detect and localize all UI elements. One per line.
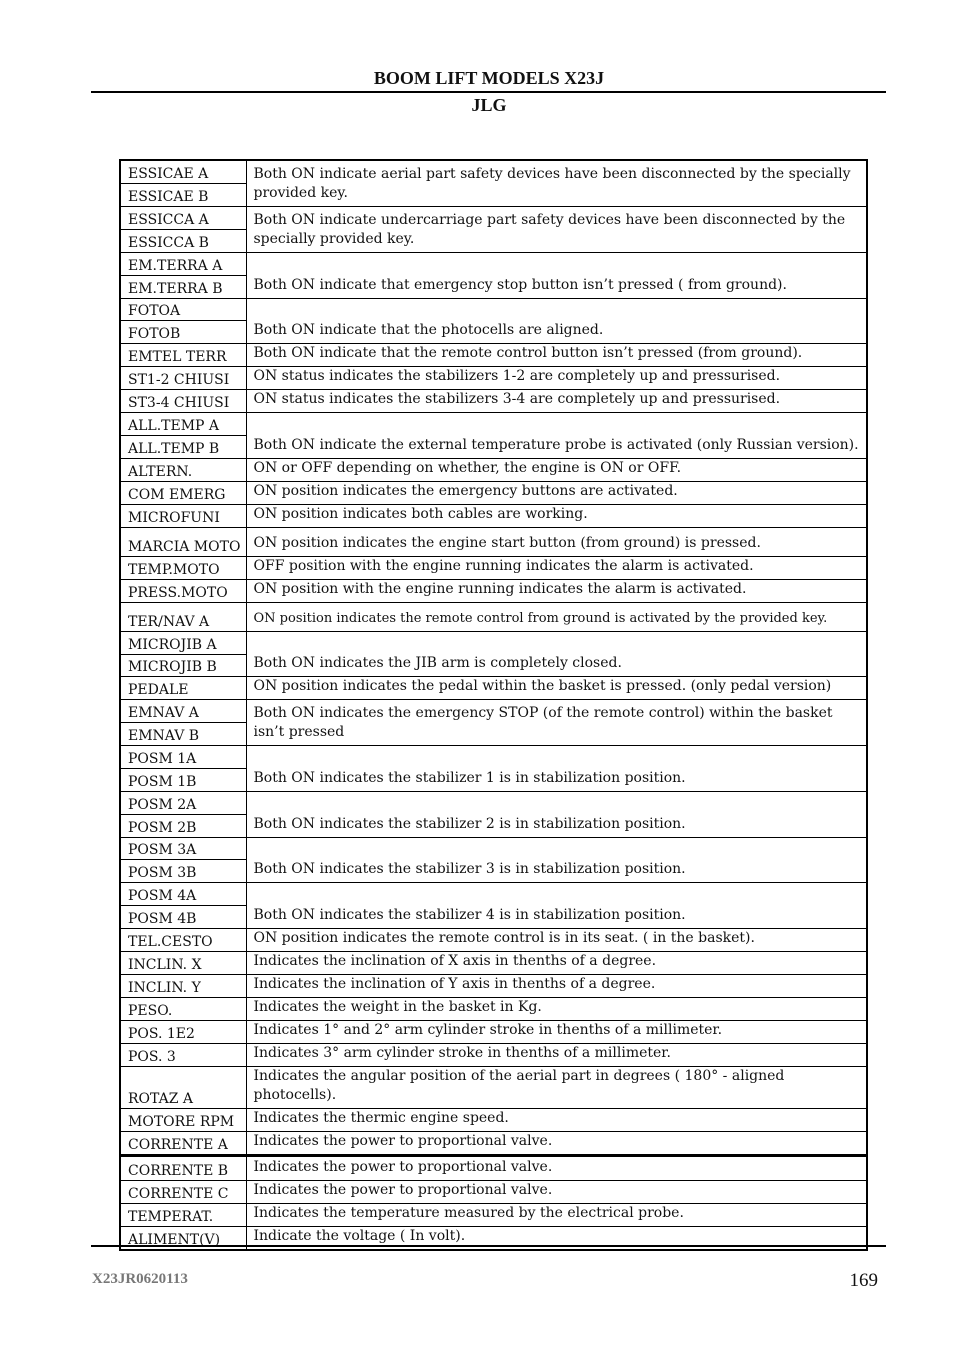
signal-description-cell: ON position with the engine running indicates the alarm is activated.	[246, 579, 867, 602]
table-row	[120, 160, 867, 183]
signal-name-cell: TEMP.MOTO	[120, 556, 246, 579]
table-row	[120, 343, 867, 366]
signal-description-cell: Indicates the inclination of X axis in thenths of a degree.	[246, 951, 867, 974]
document-subtitle: JLG	[471, 95, 507, 115]
signal-name-cell: ESSICAE B	[120, 183, 246, 206]
table-row	[120, 974, 867, 997]
signal-name-cell: PRESS.MOTO	[120, 579, 246, 602]
table-row	[120, 252, 867, 275]
signal-description-cell: Both ON indicates the stabilizer 1 is in stabilization position.	[246, 745, 867, 791]
table-row	[120, 699, 867, 722]
signal-description-cell: Both ON indicates the emergency STOP (of the remote control) within the basket isn’t pressed	[246, 699, 867, 745]
table-row	[120, 458, 867, 481]
table-row	[120, 481, 867, 504]
signal-name-cell: POSM 2B	[120, 814, 246, 837]
signal-name-cell: INCLIN. Y	[120, 974, 246, 997]
table-row	[120, 928, 867, 951]
signal-name-cell: INCLIN. X	[120, 951, 246, 974]
signal-description-cell: Both ON indicate the external temperature probe is activated (only Russian version).	[246, 412, 867, 458]
table-row	[120, 1155, 867, 1180]
signal-name-cell: EMNAV A	[120, 699, 246, 722]
signal-name-cell: ALL.TEMP A	[120, 412, 246, 435]
signal-name-cell: POSM 3B	[120, 859, 246, 882]
signal-description-cell: Both ON indicates the stabilizer 4 is in stabilization position.	[246, 882, 867, 928]
table-row	[120, 389, 867, 412]
signal-description-cell: ON position indicates the remote control is in its seat. ( in the basket).	[246, 928, 867, 951]
table-row	[120, 997, 867, 1020]
table-row	[120, 631, 867, 654]
signal-name-cell: ESSICAE A	[120, 160, 246, 183]
signal-name-cell: ALTERN.	[120, 458, 246, 481]
signal-name-cell: PEDALE	[120, 676, 246, 699]
signal-description-cell: Both ON indicate aerial part safety devices have been disconnected by the specially provided key.	[246, 160, 867, 206]
table-row	[120, 1066, 867, 1108]
signal-name-cell: POSM 3A	[120, 837, 246, 859]
signal-name-cell: POSM 4B	[120, 905, 246, 928]
table-row	[120, 1180, 867, 1203]
signal-description-cell: Both ON indicate that emergency stop button isn’t pressed ( from ground).	[246, 252, 867, 298]
table-row	[120, 1043, 867, 1066]
signal-description-cell: ON position indicates the emergency buttons are activated.	[246, 481, 867, 504]
page-number: 169	[849, 1270, 878, 1291]
document-code: X23JR0620113	[92, 1271, 188, 1287]
table-row	[120, 676, 867, 699]
table-row	[120, 1203, 867, 1226]
signal-name-cell: MICROFUNI	[120, 504, 246, 527]
signal-name-cell: POSM 1A	[120, 745, 246, 768]
signal-description-cell: ON position indicates the engine start button (from ground) is pressed.	[246, 527, 867, 556]
signal-description-cell: Indicates the weight in the basket in Kg.	[246, 997, 867, 1020]
signal-description-cell: Indicates the inclination of Y axis in thenths of a degree.	[246, 974, 867, 997]
signal-name-cell: FOTOA	[120, 298, 246, 320]
document-title: BOOM LIFT MODELS X23J	[373, 68, 605, 88]
signal-description-cell: Indicates the power to proportional valve.	[246, 1155, 867, 1180]
table-row	[120, 1108, 867, 1131]
signal-description-cell: Both ON indicates the stabilizer 2 is in stabilization position.	[246, 791, 867, 837]
signal-name-cell: CORRENTE C	[120, 1180, 246, 1203]
signal-description-cell: ON status indicates the stabilizers 1-2 are completely up and pressurised.	[246, 366, 867, 389]
signal-name-cell: EM.TERRA A	[120, 252, 246, 275]
signal-name-cell: ST3-4 CHIUSI	[120, 389, 246, 412]
signal-name-cell: ESSICCA B	[120, 229, 246, 252]
table-row	[120, 366, 867, 389]
signal-name-cell: POSM 1B	[120, 768, 246, 791]
signal-description-cell: Indicates 3° arm cylinder stroke in thenths of a millimeter.	[246, 1043, 867, 1066]
signal-description-cell: Indicates the thermic engine speed.	[246, 1108, 867, 1131]
header-divider	[91, 91, 886, 93]
signal-name-cell: TEMPERAT.	[120, 1203, 246, 1226]
signal-name-cell: EMNAV B	[120, 722, 246, 745]
signal-name-cell: ALIMENT(V)	[120, 1226, 246, 1250]
signal-description-cell: Both ON indicates the JIB arm is completely closed.	[246, 631, 867, 676]
signal-name-cell: EMTEL TERR	[120, 343, 246, 366]
table-row	[120, 556, 867, 579]
signal-name-cell: ALL.TEMP B	[120, 435, 246, 458]
signal-name-cell: FOTOB	[120, 320, 246, 343]
signal-name-cell: POSM 4A	[120, 882, 246, 905]
signal-name-cell: CORRENTE B	[120, 1155, 246, 1180]
signal-description-cell: Both ON indicate that the remote control button isn’t pressed (from ground).	[246, 343, 867, 366]
signal-description-table	[119, 159, 868, 1251]
signal-name-cell: ROTAZ A	[120, 1066, 246, 1108]
signal-name-cell: MARCIA MOTO	[120, 527, 246, 556]
signal-description-cell: Indicates the power to proportional valve.	[246, 1131, 867, 1155]
table-row	[120, 298, 867, 320]
signal-description-cell: ON position indicates the remote control from ground is activated by the provided key.	[246, 602, 867, 631]
signal-description-cell: ON position indicates the pedal within the basket is pressed. (only pedal version)	[246, 676, 867, 699]
signal-description-cell: ON position indicates both cables are working.	[246, 504, 867, 527]
signal-description-cell: Both ON indicates the stabilizer 3 is in stabilization position.	[246, 837, 867, 882]
table-row	[120, 602, 867, 631]
table-row	[120, 951, 867, 974]
signal-name-cell: TEL.CESTO	[120, 928, 246, 951]
table-row	[120, 745, 867, 768]
signal-description-cell: Indicates the angular position of the aerial part in degrees ( 180° - aligned photocells).	[246, 1066, 867, 1108]
signal-description-cell: Both ON indicate that the photocells are aligned.	[246, 298, 867, 343]
signal-name-cell: EM.TERRA B	[120, 275, 246, 298]
signal-name-cell: POS. 3	[120, 1043, 246, 1066]
table-row	[120, 206, 867, 229]
signal-name-cell: ESSICCA A	[120, 206, 246, 229]
table-row	[120, 504, 867, 527]
table-row	[120, 579, 867, 602]
signal-description-cell: ON status indicates the stabilizers 3-4 are completely up and pressurised.	[246, 389, 867, 412]
signal-name-cell: CORRENTE A	[120, 1131, 246, 1155]
signal-name-cell: POS. 1E2	[120, 1020, 246, 1043]
signal-description-cell: Both ON indicate undercarriage part safety devices have been disconnected by the specially provided key.	[246, 206, 867, 252]
signal-name-cell: MICROJIB B	[120, 654, 246, 676]
signal-name-cell: PESO.	[120, 997, 246, 1020]
table-row	[120, 1020, 867, 1043]
signal-description-cell: Indicate the voltage ( In volt).	[246, 1226, 867, 1250]
signal-name-cell: POSM 2A	[120, 791, 246, 814]
signal-name-cell: TER/NAV A	[120, 602, 246, 631]
table-row	[120, 1131, 867, 1155]
table-row	[120, 412, 867, 435]
table-row	[120, 791, 867, 814]
signal-description-cell: Indicates the temperature measured by the electrical probe.	[246, 1203, 867, 1226]
footer-divider	[91, 1245, 886, 1247]
table-row	[120, 527, 867, 556]
signal-description-cell: Indicates the power to proportional valve.	[246, 1180, 867, 1203]
signal-description-cell: ON or OFF depending on whether, the engine is ON or OFF.	[246, 458, 867, 481]
table-row	[120, 882, 867, 905]
signal-name-cell: COM EMERG	[120, 481, 246, 504]
table-row	[120, 837, 867, 859]
signal-description-cell: OFF position with the engine running indicates the alarm is activated.	[246, 556, 867, 579]
signal-name-cell: MOTORE RPM	[120, 1108, 246, 1131]
signal-name-cell: MICROJIB A	[120, 631, 246, 654]
signal-description-cell: Indicates 1° and 2° arm cylinder stroke in thenths of a millimeter.	[246, 1020, 867, 1043]
table-body	[120, 160, 867, 1250]
signal-name-cell: ST1-2 CHIUSI	[120, 366, 246, 389]
